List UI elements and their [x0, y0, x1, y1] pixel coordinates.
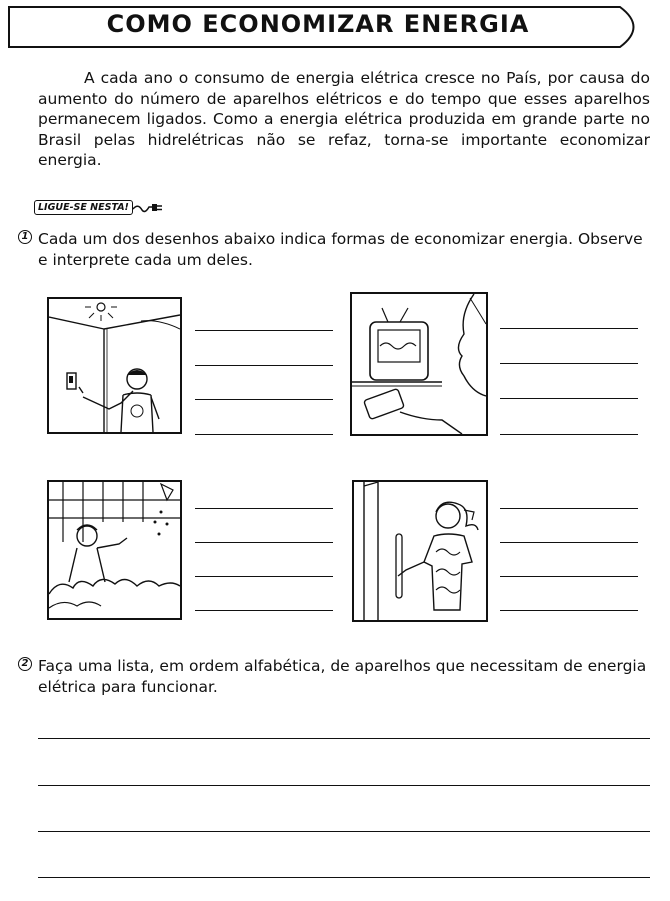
ligue-se-badge [34, 200, 163, 215]
answer-line[interactable] [195, 542, 333, 543]
answer-line[interactable] [500, 363, 638, 364]
question-number: 1 [18, 230, 32, 244]
answer-line[interactable] [195, 330, 333, 331]
writing-line[interactable] [38, 831, 650, 832]
answer-line[interactable] [195, 610, 333, 611]
badge-label: LIGUE-SE NESTA! [34, 200, 133, 215]
writing-line[interactable] [38, 877, 650, 878]
illustration-tv-remote [350, 292, 488, 436]
question-text: Cada um dos desenhos abaixo indica formas de economizar energia. Observe e interprete cada um deles. [38, 230, 643, 269]
title-banner [8, 6, 648, 48]
answer-line[interactable] [500, 576, 638, 577]
illustration-light-switch [47, 297, 182, 434]
question-1 [18, 229, 652, 270]
answer-line[interactable] [500, 508, 638, 509]
intro-paragraph: A cada ano o consumo de energia elétrica cresce no País, por causa do aumento do número de aparelhos elétricos e do tempo que esses aparelhos permanecem ligados. Como a energia elétrica produzida em grande parte no Brasil pelas hidrelétricas não se refaz, torna-se importante economizar energia. [38, 69, 650, 169]
answer-line[interactable] [195, 399, 333, 400]
answer-line[interactable] [500, 328, 638, 329]
question-2 [18, 656, 652, 697]
illustration-shower [47, 480, 182, 620]
writing-line[interactable] [38, 738, 650, 739]
answer-line[interactable] [500, 542, 638, 543]
writing-line[interactable] [38, 785, 650, 786]
answer-line[interactable] [195, 508, 333, 509]
answer-line[interactable] [195, 434, 333, 435]
page-title: COMO ECONOMIZAR ENERGIA [106, 10, 530, 38]
question-text: Faça uma lista, em ordem alfabética, de aparelhos que necessitam de energia elétrica para funcionar. [38, 657, 647, 696]
answer-line[interactable] [500, 610, 638, 611]
illustration-refrigerator [352, 480, 488, 622]
answer-line[interactable] [500, 434, 638, 435]
answer-line[interactable] [195, 576, 333, 577]
answer-line[interactable] [500, 398, 638, 399]
question-number: 2 [18, 657, 32, 671]
plug-icon [133, 201, 163, 215]
answer-line[interactable] [195, 365, 333, 366]
